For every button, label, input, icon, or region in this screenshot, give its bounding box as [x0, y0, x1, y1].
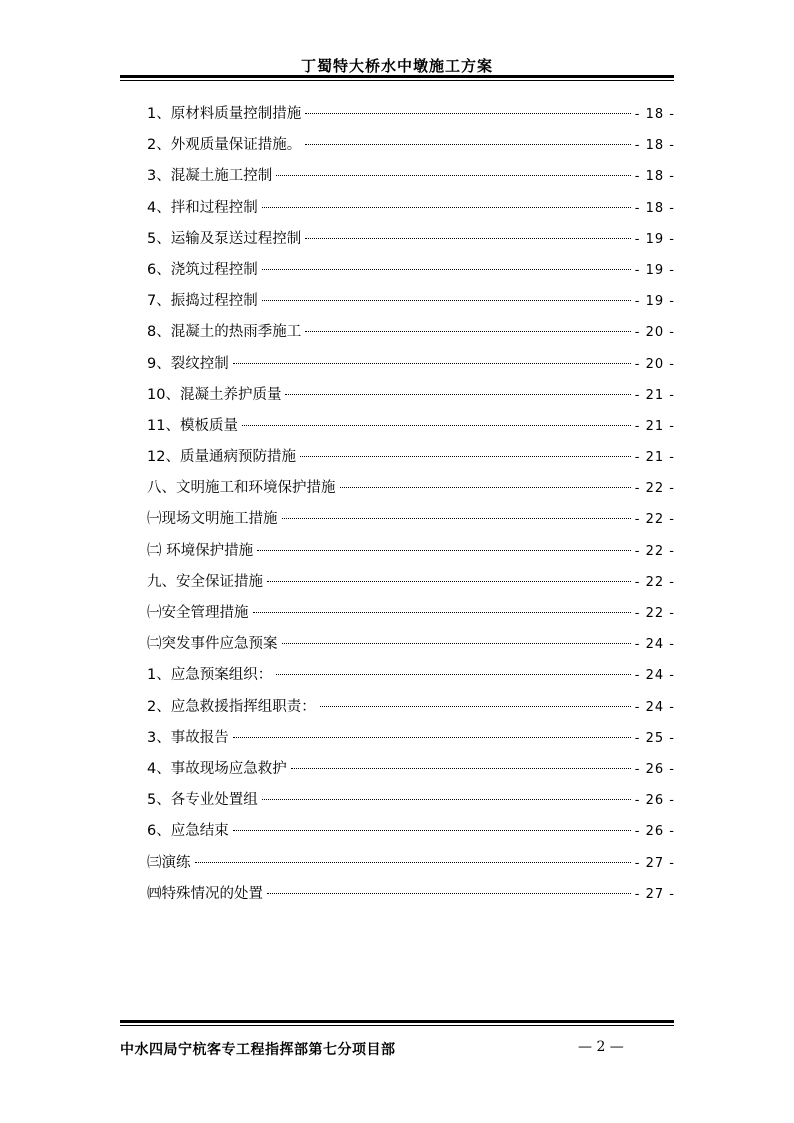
toc-leader-dots	[320, 706, 631, 707]
toc-leader-dots	[282, 518, 631, 519]
toc-leader-dots	[276, 175, 631, 176]
toc-entry-page: - 20 -	[634, 356, 675, 372]
toc-entry[interactable]	[147, 193, 675, 224]
toc-leader-dots	[267, 893, 631, 894]
toc-entry-page: - 22 -	[634, 512, 675, 528]
toc-entry[interactable]	[147, 660, 675, 691]
toc-entry-label: ㈢演练	[147, 854, 191, 871]
toc-entry[interactable]	[147, 692, 675, 723]
toc-entry-label: ㈡突发事件应急预案	[147, 636, 278, 653]
toc-leader-dots	[340, 487, 631, 488]
toc-entry[interactable]	[147, 567, 675, 598]
toc-entry-page: - 21 -	[634, 450, 675, 466]
toc-leader-dots	[300, 456, 631, 457]
toc-leader-dots	[195, 862, 631, 863]
toc-entry-label: ㈠安全管理措施	[147, 605, 249, 621]
toc-leader-dots	[253, 612, 631, 613]
toc-leader-dots	[262, 207, 631, 208]
toc-entry-label: 1、应急预案组织：	[147, 667, 273, 684]
toc-leader-dots	[262, 269, 631, 270]
footer-rule-thin	[120, 1025, 674, 1026]
toc-entry-label: 6、浇筑过程控制	[147, 261, 258, 278]
toc-entry-page: - 22 -	[634, 543, 675, 559]
toc-entry-label: 8、混凝土的热雨季施工	[147, 324, 302, 341]
toc-entry[interactable]	[147, 161, 675, 192]
toc-entry-label: 3、混凝土施工控制	[147, 168, 273, 185]
toc-entry-label: 12、质量通病预防措施	[147, 449, 296, 466]
toc-leader-dots	[262, 300, 631, 301]
toc-entry-page: - 24 -	[634, 668, 675, 684]
toc-entry-page: - 21 -	[634, 387, 675, 403]
toc-entry-page: - 19 -	[634, 294, 675, 310]
toc-entry[interactable]	[147, 848, 675, 879]
toc-leader-dots	[267, 581, 631, 582]
toc-entry-page: - 26 -	[634, 761, 675, 777]
toc-entry[interactable]	[147, 349, 675, 380]
toc-entry-label: 3、事故报告	[147, 729, 229, 746]
toc-entry-page: - 26 -	[634, 824, 675, 840]
toc-entry-page: - 18 -	[634, 200, 675, 216]
toc-leader-dots	[305, 113, 631, 114]
header-rule-thick	[120, 75, 674, 78]
toc-entry-label: 7、振捣过程控制	[147, 293, 258, 310]
toc-entry[interactable]	[147, 442, 675, 473]
toc-entry-page: - 22 -	[634, 481, 675, 497]
toc-entry[interactable]	[147, 255, 675, 286]
toc-entry[interactable]	[147, 598, 675, 629]
toc-leader-dots	[305, 144, 631, 145]
toc-entry-page: - 18 -	[634, 138, 675, 154]
toc-entry[interactable]	[147, 473, 675, 504]
footer-organization: 中水四局宁杭客专工程指挥部第七分项目部	[120, 1042, 396, 1058]
toc-leader-dots	[285, 394, 630, 395]
toc-entry[interactable]	[147, 754, 675, 785]
toc-entry[interactable]	[147, 99, 675, 130]
toc-entry-label: 6、应急结束	[147, 823, 229, 840]
toc-entry-label: 4、拌和过程控制	[147, 199, 258, 216]
toc-entry[interactable]	[147, 785, 675, 816]
toc-entry-page: - 21 -	[634, 418, 675, 434]
footer-page-number: — 2 —	[578, 1039, 624, 1055]
toc-leader-dots	[242, 425, 631, 426]
toc-leader-dots	[262, 799, 631, 800]
toc-entry[interactable]	[147, 130, 675, 161]
toc-leader-dots	[291, 768, 631, 769]
toc-entry[interactable]	[147, 286, 675, 317]
toc-entry[interactable]	[147, 504, 675, 535]
toc-entry[interactable]	[147, 879, 675, 910]
toc-entry[interactable]	[147, 629, 675, 660]
page-header-title: 丁蜀特大桥水中墩施工方案	[300, 57, 493, 75]
toc-entry-label: 10、混凝土养护质量	[147, 386, 282, 403]
toc-entry-label: 11、模板质量	[147, 417, 238, 434]
toc-entry-page: - 22 -	[634, 574, 675, 590]
toc-entry[interactable]	[147, 380, 675, 411]
table-of-contents	[147, 99, 675, 910]
toc-entry[interactable]	[147, 411, 675, 442]
toc-entry-page: - 24 -	[634, 699, 675, 715]
toc-entry-label: ㈡ 环境保护措施	[147, 542, 254, 559]
toc-entry-page: - 18 -	[634, 169, 675, 185]
toc-entry-page: - 20 -	[634, 325, 675, 341]
toc-leader-dots	[305, 331, 631, 332]
footer-rule-thick	[120, 1020, 674, 1023]
toc-leader-dots	[257, 550, 631, 551]
toc-entry-label: ㈣特殊情况的处置	[147, 885, 263, 902]
toc-entry[interactable]	[147, 816, 675, 847]
toc-leader-dots	[233, 363, 631, 364]
toc-entry[interactable]	[147, 536, 675, 567]
toc-entry-label: 八、文明施工和环境保护措施	[147, 480, 336, 497]
toc-entry-label: 5、各专业处置组	[147, 792, 258, 809]
toc-entry-page: - 18 -	[634, 107, 675, 122]
toc-entry-label: 5、运输及泵送过程控制	[147, 230, 302, 247]
toc-entry-label: 2、外观质量保证措施。	[147, 137, 302, 154]
toc-leader-dots	[305, 238, 631, 239]
toc-leader-dots	[233, 830, 631, 831]
toc-entry-page: - 19 -	[634, 262, 675, 278]
toc-entry-label: ㈠现场文明施工措施	[147, 511, 278, 528]
toc-entry-label: 1、原材料质量控制措施	[147, 106, 302, 122]
toc-entry-page: - 19 -	[634, 231, 675, 247]
toc-entry[interactable]	[147, 723, 675, 754]
toc-entry-page: - 27 -	[634, 855, 675, 871]
toc-entry-label: 4、事故现场应急救护	[147, 760, 287, 777]
toc-leader-dots	[233, 737, 631, 738]
toc-entry-page: - 27 -	[634, 886, 675, 902]
toc-entry-page: - 26 -	[634, 793, 675, 809]
toc-leader-dots	[276, 674, 631, 675]
toc-entry[interactable]	[147, 224, 675, 255]
toc-entry-label: 9、裂纹控制	[147, 355, 229, 372]
toc-entry-page: - 25 -	[634, 730, 675, 746]
toc-leader-dots	[282, 643, 631, 644]
toc-entry-page: - 22 -	[634, 606, 675, 621]
header-rule-thin	[120, 80, 674, 81]
toc-entry-page: - 24 -	[634, 637, 675, 653]
toc-entry[interactable]	[147, 317, 675, 348]
toc-entry-label: 九、安全保证措施	[147, 573, 263, 590]
toc-entry-label: 2、应急救援指挥组职责：	[147, 698, 316, 715]
